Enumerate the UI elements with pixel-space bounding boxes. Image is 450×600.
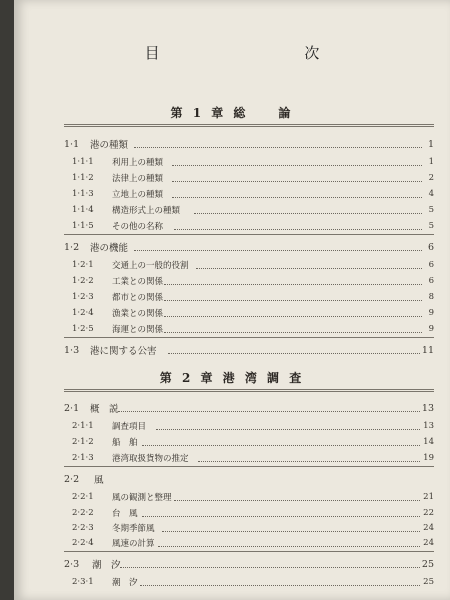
page-number: 8 [428,292,434,302]
dot-leader [164,316,422,317]
dot-leader [194,213,422,214]
subsection-title: 台 風 [112,509,138,519]
toc-subsection-1-2-4[interactable] [14,306,450,320]
toc-subsection-2-1-1[interactable] [14,419,450,433]
toc-subsection-2-1-3[interactable] [14,451,450,465]
toc-section-1-3[interactable] [14,343,450,357]
dot-leader [158,546,420,547]
section-title: 概 説 [90,404,119,415]
section-number: 2·2 [64,473,80,485]
page-number: 13 [423,421,434,431]
section-title: 潮 汐 [92,560,121,571]
page-number: 1 [427,138,434,150]
toc-subsection-1-2-1[interactable] [14,258,450,272]
subsection-number: 1·2·2 [72,276,94,286]
dot-leader [174,500,420,501]
dot-leader [134,250,422,251]
toc-section-1-1[interactable] [14,137,450,151]
subsection-number: 2·2·1 [72,492,94,502]
toc-subsection-2-2-1[interactable] [14,490,450,504]
subsection-number: 1·2·1 [72,260,94,270]
subsection-title: 工業との関係 [112,277,164,287]
toc-section-2-2[interactable] [14,472,450,486]
subsection-number: 1·2·3 [72,292,94,302]
page-number: 22 [423,508,434,518]
chapter-2-heading: 第 2 章 港 湾 調 査 [159,371,305,385]
dot-leader [156,429,420,430]
dot-leader [172,165,422,166]
subsection-number: 1·1·4 [72,205,94,215]
page-number: 6 [427,241,434,253]
subsection-number: 2·1·3 [72,453,94,463]
subsection-number: 2·1·2 [72,437,94,447]
page-number: 1 [428,157,434,167]
section-title: 港の種類 [90,140,129,151]
toc-section-2-1[interactable] [14,401,450,415]
toc-section-2-3[interactable] [14,557,450,571]
subsection-title: 港湾取扱貨物の推定 [112,454,189,464]
subsection-title: 都市との関係 [112,293,164,303]
subsection-number: 2·2·2 [72,508,94,518]
section-number: 1·3 [64,344,80,356]
page-number: 19 [423,453,434,463]
subsection-title: その他の名称 [112,222,164,232]
subsection-title: 冬期季節風 [112,524,155,534]
subsection-title: 調査項目 [112,422,147,432]
section-divider [64,466,434,467]
dot-leader [162,531,420,532]
dot-leader [164,300,422,301]
subsection-title: 風の観測と整理 [112,493,172,503]
toc-subsection-2-3-1[interactable] [14,575,450,589]
toc-subsection-2-1-2[interactable] [14,435,450,449]
page-number: 9 [428,324,434,334]
toc-subsection-2-2-3[interactable] [14,521,450,535]
dot-leader [196,268,422,269]
subsection-title: 漁業との関係 [112,309,164,319]
section-number: 2·1 [64,402,80,414]
subsection-number: 2·3·1 [72,577,94,587]
page-number: 11 [421,344,434,356]
section-divider [64,337,434,338]
dot-leader [172,197,422,198]
page-number: 21 [423,492,434,502]
dot-leader [140,585,420,586]
page-number: 14 [423,437,434,447]
subsection-title: 船 舶 [112,438,138,448]
toc-subsection-1-2-2[interactable] [14,274,450,288]
page-number: 2 [428,173,434,183]
subsection-title: 構造形式上の種類 [112,206,181,216]
page-number: 6 [428,276,434,286]
subsection-title: 交通上の一般的役割 [112,261,189,271]
section-title: 風 [94,475,104,486]
toc-subsection-2-2-2[interactable] [14,506,450,520]
subsection-number: 1·1·3 [72,189,94,199]
toc-subsection-1-1-5[interactable] [14,219,450,233]
chapter-1-rule [64,124,434,127]
dot-leader [134,147,422,148]
subsection-number: 1·1·1 [72,157,94,167]
toc-subsection-1-1-4[interactable] [14,203,450,217]
toc-section-1-2[interactable] [14,240,450,254]
dot-leader [118,411,420,412]
dot-leader [172,181,422,182]
subsection-number: 2·1·1 [72,421,94,431]
page-number: 13 [421,402,434,414]
page-number: 4 [428,189,434,199]
toc-subsection-1-1-3[interactable] [14,187,450,201]
section-number: 2·3 [64,558,80,570]
page-number: 24 [423,523,434,533]
dot-leader [120,567,420,568]
subsection-title: 潮 汐 [112,578,138,588]
subsection-title: 立地上の種類 [112,190,164,200]
subsection-title: 利用上の種類 [112,158,164,168]
dot-leader [142,445,420,446]
page-number: 5 [428,205,434,215]
section-title: 港に関する公害 [90,346,157,357]
dot-leader [164,332,422,333]
toc-subsection-1-1-1[interactable] [14,155,450,169]
page-number: 6 [428,260,434,270]
page-number: 25 [421,558,434,570]
subsection-title: 海運との関係 [112,325,164,335]
toc-subsection-1-1-2[interactable] [14,171,450,185]
section-divider [64,551,434,552]
dot-leader [174,229,422,230]
dot-leader [198,461,420,462]
section-number: 1·2 [64,241,80,253]
subsection-number: 1·2·5 [72,324,94,334]
dot-leader [168,353,420,354]
toc-subsection-1-2-5[interactable] [14,322,450,336]
page-number: 24 [423,538,434,548]
page-number: 25 [423,577,434,587]
subsection-number: 1·1·5 [72,221,94,231]
section-divider [64,234,434,235]
book-page [14,0,450,600]
toc-subsection-2-2-4[interactable] [14,536,450,550]
subsection-number: 1·2·4 [72,308,94,318]
page-number: 5 [428,221,434,231]
dot-leader [142,516,420,517]
subsection-title: 法律上の種類 [112,174,164,184]
subsection-title: 風速の計算 [112,539,155,549]
section-title: 港の機能 [90,243,129,254]
subsection-number: 1·1·2 [72,173,94,183]
page-number: 9 [428,308,434,318]
subsection-number: 2·2·4 [72,538,94,548]
page-title: 目 次 [144,44,390,62]
chapter-2-rule [64,389,434,392]
chapter-1-heading: 第 1 章 総 論 [170,106,294,120]
dot-leader [164,284,422,285]
section-number: 1·1 [64,138,80,150]
subsection-number: 2·2·3 [72,523,94,533]
toc-subsection-1-2-3[interactable] [14,290,450,304]
